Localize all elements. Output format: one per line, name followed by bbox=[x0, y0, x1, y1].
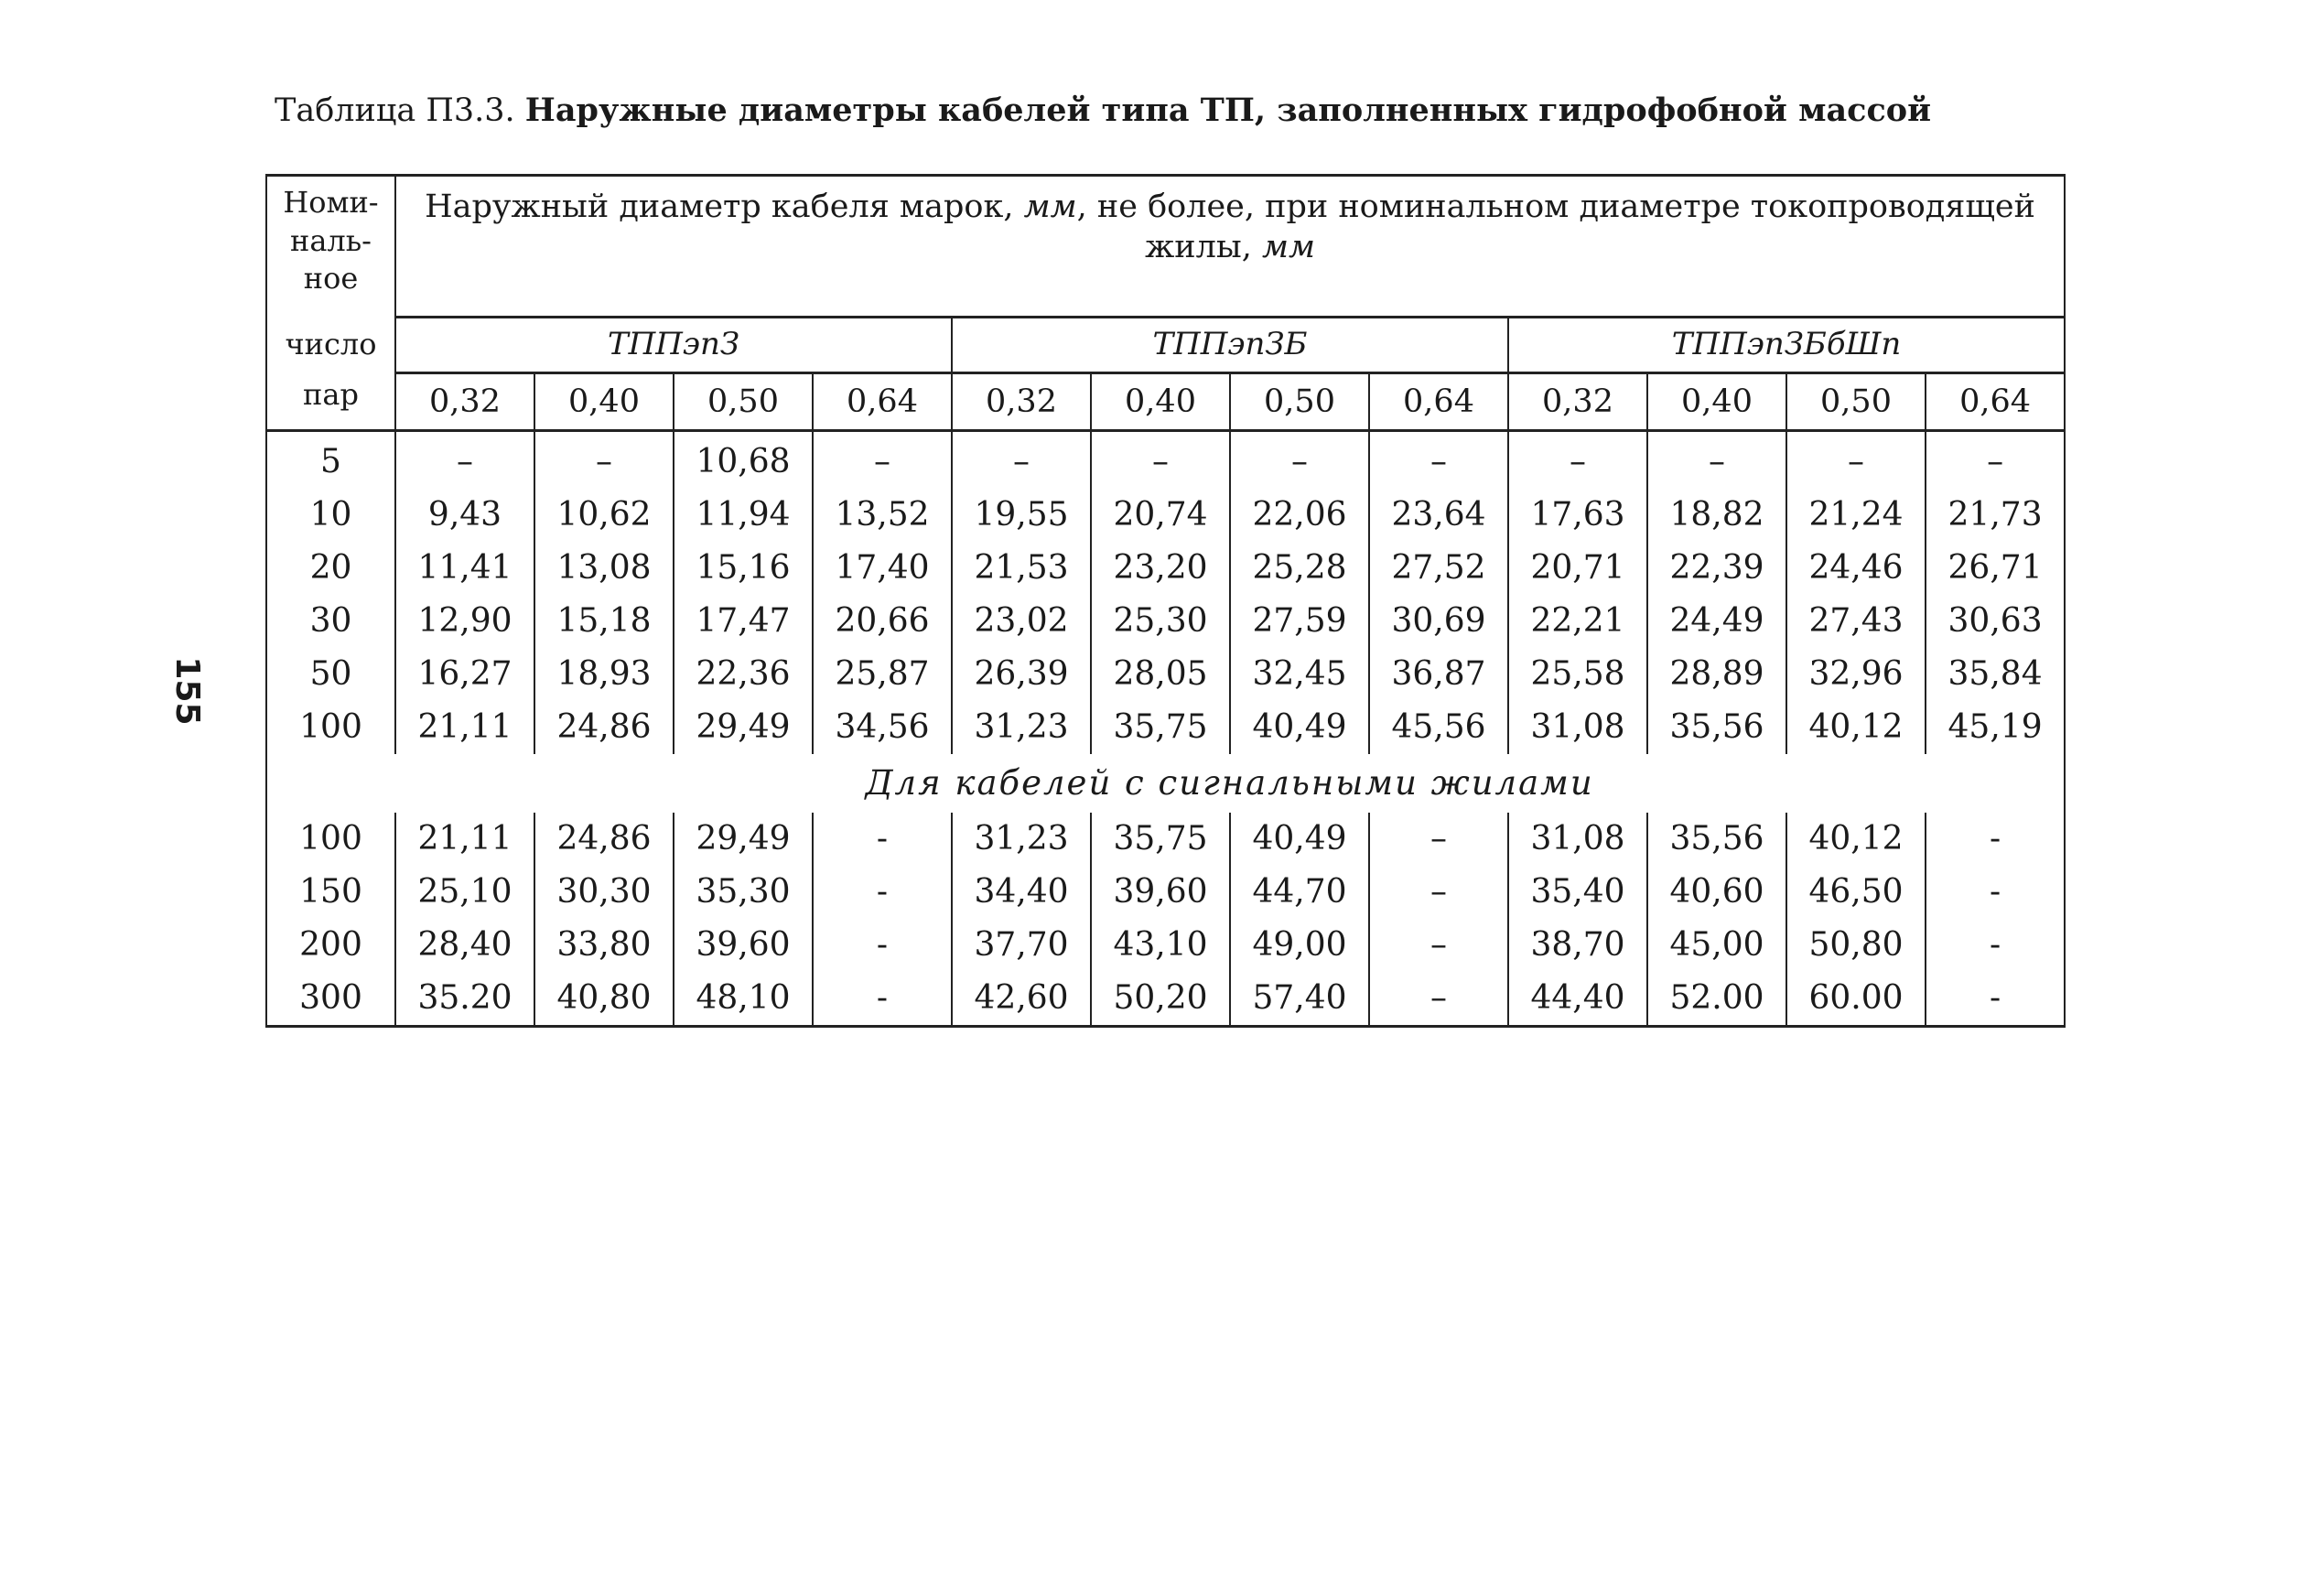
caption-title: Наружные диаметры кабелей типа ТП, заполненных гидрофобной массой bbox=[524, 92, 1932, 129]
value-cell: 21,11 bbox=[395, 701, 534, 754]
value-cell: 12,90 bbox=[395, 595, 534, 648]
diameter-header: 0,40 bbox=[1091, 373, 1230, 431]
value-cell: 23,20 bbox=[1091, 542, 1230, 595]
section-divider bbox=[266, 754, 2065, 813]
table-body-signal bbox=[266, 813, 2065, 1027]
diameter-header: 0,64 bbox=[1369, 373, 1508, 431]
value-cell: 31,08 bbox=[1508, 813, 1647, 866]
value-cell: 29,49 bbox=[674, 701, 813, 754]
table-row bbox=[266, 813, 2065, 866]
value-cell: 22,39 bbox=[1647, 542, 1786, 595]
value-cell: 40,49 bbox=[1230, 701, 1369, 754]
value-cell: 35,56 bbox=[1647, 813, 1786, 866]
value-cell: 26,71 bbox=[1926, 542, 2065, 595]
section-row bbox=[266, 754, 2065, 813]
pairs-cell: 300 bbox=[266, 972, 395, 1027]
value-cell: 17,63 bbox=[1508, 489, 1647, 542]
value-cell: 21,53 bbox=[952, 542, 1091, 595]
value-cell: 30,63 bbox=[1926, 595, 2065, 648]
value-cell: 40,80 bbox=[534, 972, 674, 1027]
main-header-unit-1: мм bbox=[1023, 189, 1077, 225]
value-cell: – bbox=[1369, 813, 1508, 866]
value-cell: 24,49 bbox=[1647, 595, 1786, 648]
table-row bbox=[266, 919, 2065, 972]
value-cell: – bbox=[1647, 431, 1786, 490]
value-cell: 45,00 bbox=[1647, 919, 1786, 972]
value-cell: 35,75 bbox=[1091, 813, 1230, 866]
page-number: 155 bbox=[168, 656, 207, 726]
value-cell: 21,24 bbox=[1786, 489, 1926, 542]
value-cell: 24,86 bbox=[534, 813, 674, 866]
value-cell: 16,27 bbox=[395, 648, 534, 701]
table-body-standard bbox=[266, 431, 2065, 755]
value-cell: 38,70 bbox=[1508, 919, 1647, 972]
value-cell: 44,70 bbox=[1230, 866, 1369, 919]
value-cell: 33,80 bbox=[534, 919, 674, 972]
header-row-brands bbox=[266, 318, 2065, 373]
value-cell: 25,10 bbox=[395, 866, 534, 919]
value-cell: 34,40 bbox=[952, 866, 1091, 919]
value-cell: 39,60 bbox=[1091, 866, 1230, 919]
value-cell: 22,36 bbox=[674, 648, 813, 701]
value-cell: 40,12 bbox=[1786, 701, 1926, 754]
caption-label: Таблица П3.3. bbox=[275, 92, 515, 129]
diameter-header: 0,64 bbox=[1926, 373, 2065, 431]
value-cell: 40,60 bbox=[1647, 866, 1786, 919]
diameter-header: 0,40 bbox=[1647, 373, 1786, 431]
value-cell: 32,45 bbox=[1230, 648, 1369, 701]
value-cell: 22,06 bbox=[1230, 489, 1369, 542]
value-cell: – bbox=[1369, 972, 1508, 1027]
pairs-cell: 50 bbox=[266, 648, 395, 701]
value-cell: - bbox=[1926, 813, 2065, 866]
pairs-header-line: пар bbox=[303, 377, 359, 413]
value-cell: – bbox=[813, 431, 952, 490]
value-cell: 20,66 bbox=[813, 595, 952, 648]
value-cell: 27,52 bbox=[1369, 542, 1508, 595]
table-caption bbox=[275, 92, 2105, 129]
value-cell: 25,28 bbox=[1230, 542, 1369, 595]
value-cell: - bbox=[1926, 972, 2065, 1027]
value-cell: 27,43 bbox=[1786, 595, 1926, 648]
value-cell: 29,49 bbox=[674, 813, 813, 866]
table-row bbox=[266, 972, 2065, 1027]
value-cell: 57,40 bbox=[1230, 972, 1369, 1027]
value-cell: 50,20 bbox=[1091, 972, 1230, 1027]
value-cell: 30,69 bbox=[1369, 595, 1508, 648]
value-cell: 31,08 bbox=[1508, 701, 1647, 754]
value-cell: – bbox=[1508, 431, 1647, 490]
value-cell: – bbox=[395, 431, 534, 490]
main-header-unit-2: мм bbox=[1261, 228, 1316, 265]
diameter-header: 0,50 bbox=[1786, 373, 1926, 431]
value-cell: - bbox=[813, 813, 952, 866]
value-cell: 60.00 bbox=[1786, 972, 1926, 1027]
value-cell: - bbox=[813, 972, 952, 1027]
value-cell: 21,11 bbox=[395, 813, 534, 866]
value-cell: 44,40 bbox=[1508, 972, 1647, 1027]
value-cell: 48,10 bbox=[674, 972, 813, 1027]
value-cell: – bbox=[952, 431, 1091, 490]
brand-header-tppep3b: ТППэпЗБ bbox=[952, 318, 1508, 373]
value-cell: 10,68 bbox=[674, 431, 813, 490]
pairs-cell: 20 bbox=[266, 542, 395, 595]
value-cell: 28,89 bbox=[1647, 648, 1786, 701]
pairs-cell: 200 bbox=[266, 919, 395, 972]
table-row bbox=[266, 431, 2065, 490]
value-cell: 23,64 bbox=[1369, 489, 1508, 542]
value-cell: – bbox=[1786, 431, 1926, 490]
value-cell: 20,71 bbox=[1508, 542, 1647, 595]
value-cell: 24,86 bbox=[534, 701, 674, 754]
brand-header-tppep3: ТППэпЗ bbox=[395, 318, 952, 373]
diameter-group-header bbox=[395, 176, 2065, 318]
value-cell: 35,84 bbox=[1926, 648, 2065, 701]
value-cell: 13,52 bbox=[813, 489, 952, 542]
brand-header-tppep3bbshp: ТППэпЗБбШп bbox=[1508, 318, 2065, 373]
diameter-header: 0,64 bbox=[813, 373, 952, 431]
table-row bbox=[266, 489, 2065, 542]
value-cell: 17,40 bbox=[813, 542, 952, 595]
value-cell: - bbox=[1926, 866, 2065, 919]
value-cell: - bbox=[813, 866, 952, 919]
value-cell: – bbox=[1369, 919, 1508, 972]
value-cell: 26,39 bbox=[952, 648, 1091, 701]
value-cell: 42,60 bbox=[952, 972, 1091, 1027]
pairs-cell: 100 bbox=[266, 701, 395, 754]
value-cell: 24,46 bbox=[1786, 542, 1926, 595]
value-cell: 19,55 bbox=[952, 489, 1091, 542]
value-cell: – bbox=[1091, 431, 1230, 490]
pairs-cell: 100 bbox=[266, 813, 395, 866]
value-cell: 45,56 bbox=[1369, 701, 1508, 754]
header-row-diameters bbox=[266, 373, 2065, 431]
value-cell: 49,00 bbox=[1230, 919, 1369, 972]
value-cell: 25,87 bbox=[813, 648, 952, 701]
value-cell: 11,41 bbox=[395, 542, 534, 595]
table-row bbox=[266, 542, 2065, 595]
value-cell: 35,56 bbox=[1647, 701, 1786, 754]
value-cell: 9,43 bbox=[395, 489, 534, 542]
main-header-text-1: Наружный диаметр кабеля марок, bbox=[425, 189, 1014, 225]
value-cell: 50,80 bbox=[1786, 919, 1926, 972]
value-cell: 18,82 bbox=[1647, 489, 1786, 542]
value-cell: 25,58 bbox=[1508, 648, 1647, 701]
value-cell: – bbox=[1230, 431, 1369, 490]
pairs-header-line: ное bbox=[303, 261, 359, 297]
value-cell: 35,75 bbox=[1091, 701, 1230, 754]
value-cell: 28,05 bbox=[1091, 648, 1230, 701]
value-cell: 52.00 bbox=[1647, 972, 1786, 1027]
cable-diameter-table bbox=[265, 174, 2066, 1028]
value-cell: 13,08 bbox=[534, 542, 674, 595]
value-cell: 40,12 bbox=[1786, 813, 1926, 866]
value-cell: 39,60 bbox=[674, 919, 813, 972]
table-row bbox=[266, 866, 2065, 919]
pairs-cell: 30 bbox=[266, 595, 395, 648]
value-cell: – bbox=[534, 431, 674, 490]
value-cell: 15,16 bbox=[674, 542, 813, 595]
table-row bbox=[266, 701, 2065, 754]
value-cell: 40,49 bbox=[1230, 813, 1369, 866]
diameter-header: 0,32 bbox=[395, 373, 534, 431]
value-cell: 36,87 bbox=[1369, 648, 1508, 701]
table-row bbox=[266, 648, 2065, 701]
value-cell: 35,30 bbox=[674, 866, 813, 919]
value-cell: 22,21 bbox=[1508, 595, 1647, 648]
value-cell: 11,94 bbox=[674, 489, 813, 542]
value-cell: 17,47 bbox=[674, 595, 813, 648]
value-cell: – bbox=[1369, 431, 1508, 490]
value-cell: 28,40 bbox=[395, 919, 534, 972]
diameter-header: 0,32 bbox=[1508, 373, 1647, 431]
value-cell: 35.20 bbox=[395, 972, 534, 1027]
value-cell: 45,19 bbox=[1926, 701, 2065, 754]
value-cell: - bbox=[1926, 919, 2065, 972]
value-cell: 32,96 bbox=[1786, 648, 1926, 701]
value-cell: 18,93 bbox=[534, 648, 674, 701]
pairs-header-line: число bbox=[285, 326, 377, 361]
diameter-header: 0,50 bbox=[1230, 373, 1369, 431]
pairs-column-header bbox=[266, 176, 395, 431]
diameter-header: 0,32 bbox=[952, 373, 1091, 431]
value-cell: 25,30 bbox=[1091, 595, 1230, 648]
value-cell: 20,74 bbox=[1091, 489, 1230, 542]
value-cell: 27,59 bbox=[1230, 595, 1369, 648]
value-cell: 30,30 bbox=[534, 866, 674, 919]
diameter-header: 0,50 bbox=[674, 373, 813, 431]
pairs-header-line: наль- bbox=[290, 222, 372, 258]
pairs-cell: 5 bbox=[266, 431, 395, 490]
section-title: Для кабелей с сигнальными жилами bbox=[395, 754, 2065, 813]
value-cell: 10,62 bbox=[534, 489, 674, 542]
value-cell: 15,18 bbox=[534, 595, 674, 648]
value-cell: 43,10 bbox=[1091, 919, 1230, 972]
value-cell: 31,23 bbox=[952, 813, 1091, 866]
diameter-header: 0,40 bbox=[534, 373, 674, 431]
value-cell: 34,56 bbox=[813, 701, 952, 754]
value-cell: 21,73 bbox=[1926, 489, 2065, 542]
pairs-header-line: Номи- bbox=[283, 185, 379, 220]
pairs-cell: 10 bbox=[266, 489, 395, 542]
value-cell: 35,40 bbox=[1508, 866, 1647, 919]
main-header-text-2: , не более, при номинальном диаметре токопроводящей жилы, bbox=[1076, 189, 2035, 265]
value-cell: 46,50 bbox=[1786, 866, 1926, 919]
value-cell: – bbox=[1369, 866, 1508, 919]
pairs-cell: 150 bbox=[266, 866, 395, 919]
header-row-main bbox=[266, 176, 2065, 318]
value-cell: – bbox=[1926, 431, 2065, 490]
value-cell: - bbox=[813, 919, 952, 972]
value-cell: 37,70 bbox=[952, 919, 1091, 972]
value-cell: 23,02 bbox=[952, 595, 1091, 648]
table-row bbox=[266, 595, 2065, 648]
value-cell: 31,23 bbox=[952, 701, 1091, 754]
